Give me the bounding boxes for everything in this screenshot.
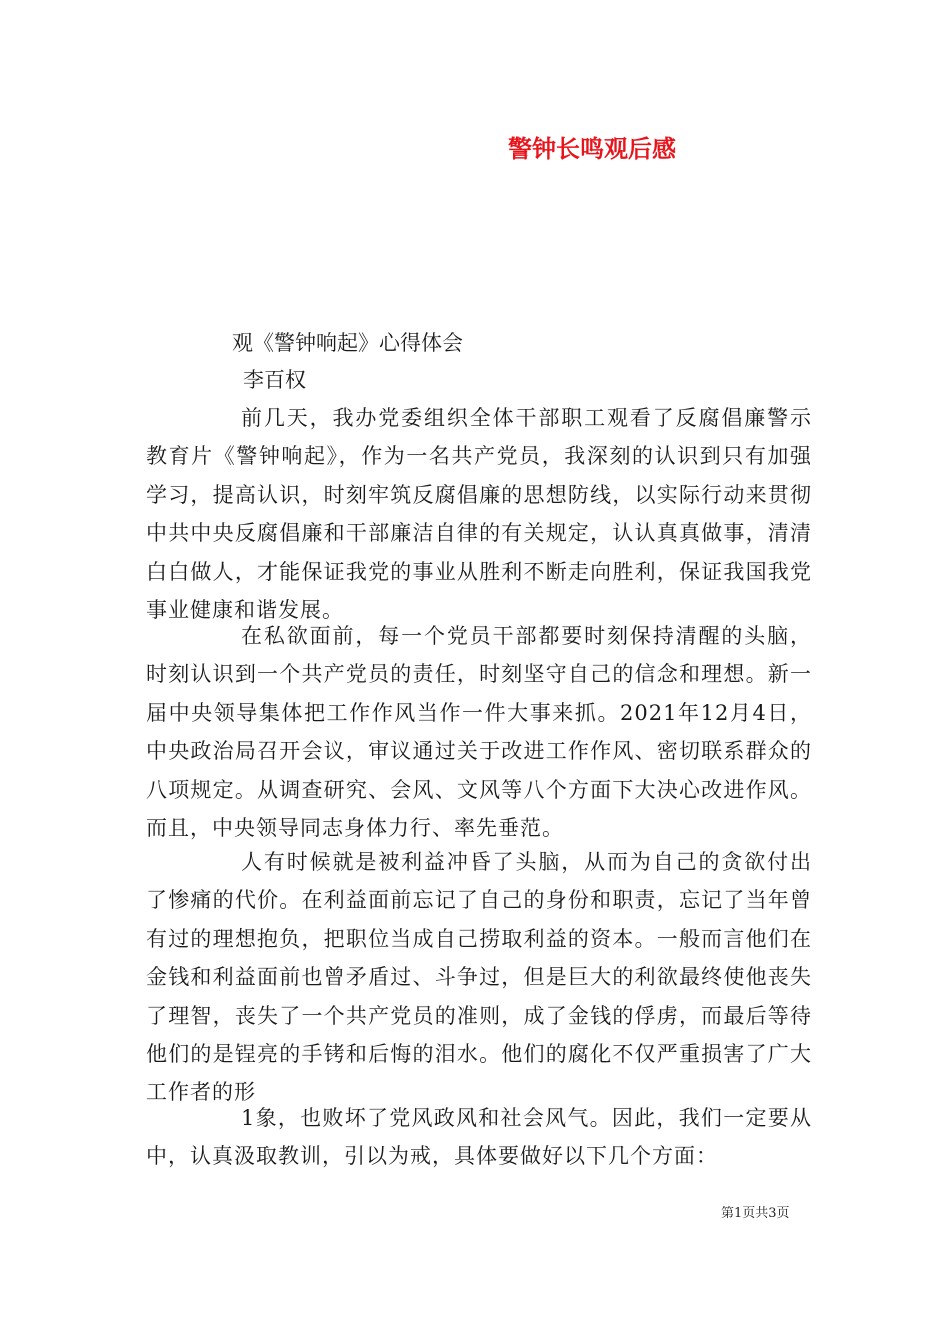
paragraph-4: 1象，也败坏了党风政风和社会风气。因此，我们一定要从中，认真汲取教训，引以为戒，具体要做好以下几个方面： bbox=[146, 1106, 812, 1169]
page-number: 第1页共3页 bbox=[721, 1206, 790, 1221]
paragraph-2: 在私欲面前，每一个党员干部都要时刻保持清醒的头脑，时刻认识到一个共产党员的责任，时刻坚守自己的信念和理想。新一届中央领导集体把工作作风当作一件大事来抓。2021年12月4日，中央政治局召开会议，审议通过关于改进工作作风、密切联系群众的八项规定。从调查研究、会风、文风等八个方面下大决心改进作风。而且，中央领导同志身体力行、率先垂范。 bbox=[146, 624, 812, 841]
document-subtitle: 观《警钟响起》心得体会 bbox=[232, 331, 463, 355]
paragraph-3: 人有时候就是被利益冲昏了头脑，从而为自己的贪欲付出了惨痛的代价。在利益面前忘记了自己的身份和职责，忘记了当年曾有过的理想抱负，把职位当成自己捞取利益的资本。一般而言他们在金钱和利益面前也曾矛盾过、斗争过，但是巨大的利欲最终使他丧失了理智，丧失了一个共产党员的准则，成了金钱的俘虏，而最后等待他们的是锃亮的手铐和后悔的泪水。他们的腐化不仅严重损害了广大工作者的形 bbox=[146, 850, 812, 1105]
document-title: 警钟长鸣观后感 bbox=[508, 135, 676, 163]
paragraph-1: 前几天，我办党委组织全体干部职工观看了反腐倡廉警示教育片《警钟响起》，作为一名共产党员，我深刻的认识到只有加强学习，提高认识，时刻牢筑反腐倡廉的思想防线，以实际行动来贯彻中共中央反腐倡廉和干部廉洁自律的有关规定，认认真真做事，清清白白做人，才能保证我党的事业从胜利不断走向胜利，保证我国我党事业健康和谐发展。 bbox=[146, 406, 812, 623]
document-author: 李百权 bbox=[243, 368, 306, 392]
